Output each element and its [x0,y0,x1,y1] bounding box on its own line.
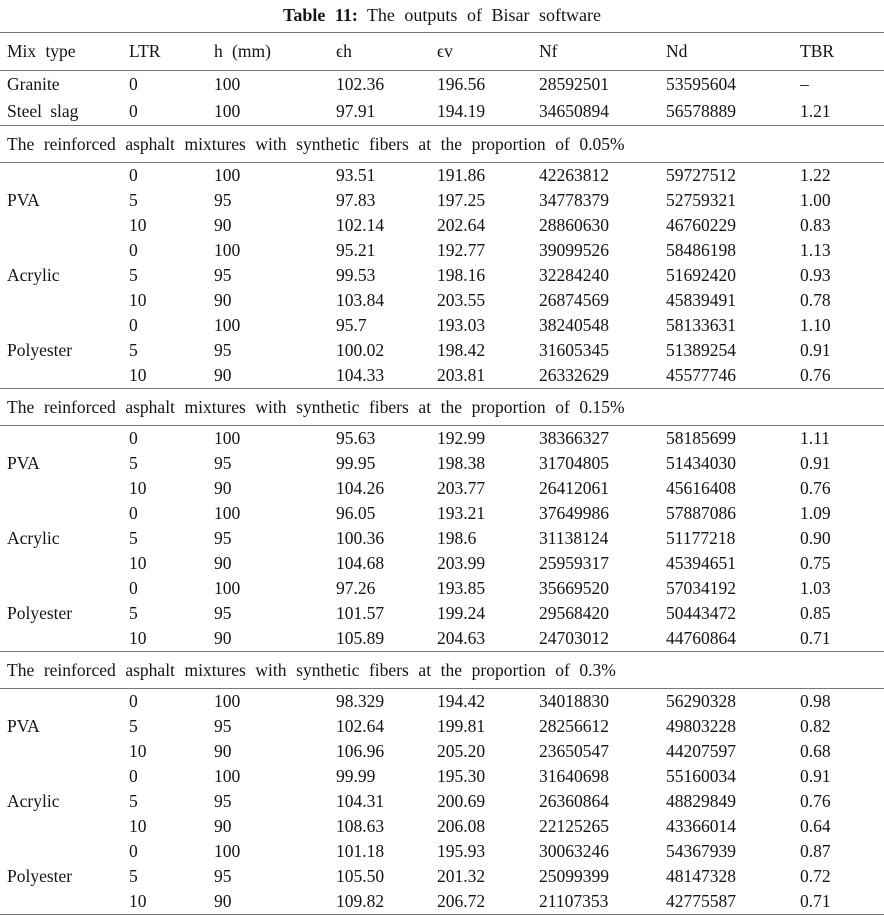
column-header-7: TBR [800,33,884,71]
value-cell: 90 [214,891,232,911]
value-cell: 198.38 [437,453,486,473]
value-cell: 23650547 [539,741,609,761]
value-cell: 199.24 [437,603,486,623]
table-row [0,714,884,739]
value-cell: 0 [129,74,138,94]
value-cell: 25099399 [539,866,609,886]
mix-type-cell [0,689,129,715]
mix-type-cell: Steel slag [7,101,79,121]
value-cell: 104.68 [336,553,385,573]
table-row [0,864,884,889]
value-cell: 99.53 [336,265,376,285]
table-row [0,238,884,263]
value-cell: 0 [129,503,138,523]
value-cell: 24703012 [539,628,609,648]
value-cell: 97.91 [336,101,376,121]
table-row [0,426,884,452]
value-cell: 93.51 [336,165,376,185]
table-row [0,213,884,238]
value-cell: 10 [129,365,147,385]
value-cell: 55160034 [666,766,736,786]
value-cell: 98.329 [336,691,385,711]
value-cell: 95.7 [336,315,367,335]
mix-type-cell [0,426,129,452]
table-row [0,263,884,288]
value-cell: 90 [214,365,232,385]
value-cell: 45839491 [666,290,736,310]
value-cell: 29568420 [539,603,609,623]
table-row [0,288,884,313]
value-cell: 26874569 [539,290,609,310]
table-row [0,739,884,764]
column-header-0: Mix type [0,33,129,71]
value-cell: 191.86 [437,165,486,185]
value-cell: 90 [214,553,232,573]
value-cell: 95 [214,866,232,886]
value-cell: 206.72 [437,891,486,911]
value-cell: 37649986 [539,503,609,523]
value-cell: 58486198 [666,240,736,260]
value-cell: 48147328 [666,866,736,886]
table-row [0,71,884,99]
value-cell: 104.33 [336,365,385,385]
mix-type-cell [0,363,129,389]
value-cell: 0.76 [800,478,831,498]
value-cell: 194.19 [437,101,486,121]
value-cell: 1.00 [800,190,831,210]
value-cell: 205.20 [437,741,486,761]
value-cell: 51389254 [666,340,736,360]
value-cell: 10 [129,215,147,235]
value-cell: 193.03 [437,315,486,335]
value-cell: 193.21 [437,503,486,523]
value-cell: 102.36 [336,74,385,94]
value-cell: 51692420 [666,265,736,285]
table-row [0,839,884,864]
value-cell: 5 [129,866,138,886]
value-cell: 10 [129,816,147,836]
value-cell: 99.95 [336,453,376,473]
value-cell: 95 [214,340,232,360]
value-cell: 1.10 [800,315,831,335]
value-cell: 1.03 [800,578,831,598]
value-cell: 0.72 [800,866,831,886]
value-cell: 26412061 [539,478,609,498]
value-cell: 5 [129,453,138,473]
value-cell: 203.81 [437,365,486,385]
value-cell: 101.57 [336,603,385,623]
value-cell: 30063246 [539,841,609,861]
table-row [0,601,884,626]
value-cell: 57034192 [666,578,736,598]
value-cell: 0.91 [800,340,831,360]
value-cell: 0.78 [800,290,831,310]
mix-type-cell: Acrylic [7,791,60,811]
value-cell: 1.22 [800,165,831,185]
value-cell: 1.09 [800,503,831,523]
value-cell: 0.76 [800,791,831,811]
value-cell: 100 [214,691,241,711]
mix-type-cell: Polyester [7,340,73,360]
mix-type-cell [0,739,129,764]
value-cell: 0 [129,766,138,786]
value-cell: 22125265 [539,816,609,836]
value-cell: 48829849 [666,791,736,811]
value-cell: 99.99 [336,766,376,786]
value-cell: 5 [129,528,138,548]
mix-type-cell: Granite [7,74,60,94]
value-cell: 0.90 [800,528,831,548]
value-cell: 108.63 [336,816,385,836]
value-cell: 53595604 [666,74,736,94]
value-cell: 100 [214,578,241,598]
value-cell: 95.63 [336,428,376,448]
value-cell: 95 [214,603,232,623]
value-cell: 0 [129,315,138,335]
value-cell: 1.13 [800,240,831,260]
mix-type-cell [0,501,129,526]
table-row [0,526,884,551]
value-cell: 198.16 [437,265,486,285]
value-cell: 35669520 [539,578,609,598]
table-caption-label: Table 11: [282,5,358,25]
value-cell: 10 [129,553,147,573]
mix-type-cell [0,288,129,313]
value-cell: 0.82 [800,716,831,736]
mix-type-cell [0,163,129,189]
value-cell: 39099526 [539,240,609,260]
table-row [0,626,884,652]
value-cell: 90 [214,628,232,648]
section-header-text: The reinforced asphalt mixtures with synthetic fibers at the proportion of 0.3% [0,652,884,689]
value-cell: 45616408 [666,478,736,498]
value-cell: 109.82 [336,891,385,911]
value-cell: 202.64 [437,215,486,235]
value-cell: 28592501 [539,74,609,94]
table-row [0,476,884,501]
value-cell: 90 [214,290,232,310]
value-cell: 105.89 [336,628,385,648]
value-cell: 0.75 [800,553,831,573]
value-cell: 5 [129,265,138,285]
value-cell: 90 [214,478,232,498]
value-cell: 100 [214,766,241,786]
value-cell: 0.93 [800,265,831,285]
mix-type-cell: Polyester [7,603,73,623]
value-cell: 50443472 [666,603,736,623]
value-cell: 97.26 [336,578,376,598]
value-cell: 96.05 [336,503,376,523]
value-cell: 0.98 [800,691,831,711]
mix-type-cell [0,814,129,839]
value-cell: 45394651 [666,553,736,573]
value-cell: 31640698 [539,766,609,786]
value-cell: 100.36 [336,528,385,548]
value-cell: 31138124 [539,528,609,548]
value-cell: 0.71 [800,891,831,911]
value-cell: 204.63 [437,628,486,648]
value-cell: 57887086 [666,503,736,523]
value-cell: 34778379 [539,190,609,210]
value-cell: 31704805 [539,453,609,473]
column-header-4: ϵv [437,33,539,71]
table-header [0,33,884,71]
value-cell: 38240548 [539,315,609,335]
table-row [0,338,884,363]
value-cell: 104.26 [336,478,385,498]
value-cell: 5 [129,190,138,210]
table-row [0,764,884,789]
mix-type-cell [0,576,129,601]
value-cell: 0 [129,165,138,185]
table-caption-text: The outputs of Bisar software [366,5,602,25]
value-cell: 44207597 [666,741,736,761]
value-cell: 10 [129,290,147,310]
mix-type-cell: PVA [7,716,40,736]
value-cell: 196.56 [437,74,486,94]
table-row [0,789,884,814]
value-cell: 1.21 [800,101,831,121]
value-cell: 0.85 [800,603,831,623]
mix-type-cell: Acrylic [7,265,60,285]
value-cell: 192.99 [437,428,486,448]
value-cell: 51434030 [666,453,736,473]
value-cell: 100 [214,503,241,523]
value-cell: 31605345 [539,340,609,360]
value-cell: 100 [214,315,241,335]
value-cell: 100 [214,165,241,185]
value-cell: 0.91 [800,766,831,786]
value-cell: 95 [214,528,232,548]
value-cell: 100 [214,841,241,861]
value-cell: 100 [214,74,241,94]
value-cell: 95 [214,791,232,811]
value-cell: 28860630 [539,215,609,235]
value-cell: 104.31 [336,791,385,811]
mix-type-cell [0,238,129,263]
value-cell: 51177218 [666,528,736,548]
value-cell: 193.85 [437,578,486,598]
value-cell: 195.30 [437,766,486,786]
value-cell: 200.69 [437,791,486,811]
table-row [0,689,884,715]
value-cell: 97.83 [336,190,376,210]
value-cell: 56290328 [666,691,736,711]
value-cell: 25959317 [539,553,609,573]
table-row [0,501,884,526]
value-cell: 201.32 [437,866,486,886]
value-cell: 102.64 [336,716,385,736]
value-cell: 197.25 [437,190,486,210]
value-cell: 90 [214,741,232,761]
mix-type-cell: PVA [7,453,40,473]
table-row [0,889,884,915]
column-header-6: Nd [666,33,800,71]
column-header-5: Nf [539,33,666,71]
mix-type-cell [0,764,129,789]
mix-type-cell [0,551,129,576]
value-cell: 206.08 [437,816,486,836]
value-cell: 34018830 [539,691,609,711]
value-cell: 0.83 [800,215,831,235]
value-cell: 44760864 [666,628,736,648]
section-header-text: The reinforced asphalt mixtures with synthetic fibers at the proportion of 0.15% [0,389,884,426]
value-cell: – [800,74,809,94]
value-cell: 192.77 [437,240,486,260]
table-body [0,71,884,915]
value-cell: 10 [129,741,147,761]
table-row [0,313,884,338]
value-cell: 0.64 [800,816,831,836]
value-cell: 198.42 [437,340,486,360]
table-row [0,188,884,213]
value-cell: 32284240 [539,265,609,285]
mix-type-cell: Acrylic [7,528,60,548]
value-cell: 0 [129,101,138,121]
column-header-3: ϵh [336,33,437,71]
value-cell: 0.91 [800,453,831,473]
value-cell: 105.50 [336,866,385,886]
mix-type-cell: PVA [7,190,40,210]
value-cell: 203.55 [437,290,486,310]
value-cell: 10 [129,891,147,911]
value-cell: 203.77 [437,478,486,498]
value-cell: 95 [214,265,232,285]
value-cell: 42775587 [666,891,736,911]
value-cell: 106.96 [336,741,385,761]
value-cell: 10 [129,478,147,498]
value-cell: 52759321 [666,190,736,210]
value-cell: 95 [214,190,232,210]
mix-type-cell [0,839,129,864]
value-cell: 26332629 [539,365,609,385]
value-cell: 0.76 [800,365,831,385]
value-cell: 198.6 [437,528,477,548]
value-cell: 0 [129,841,138,861]
section-header-row-2 [0,652,884,689]
value-cell: 49803228 [666,716,736,736]
value-cell: 102.14 [336,215,385,235]
value-cell: 0.68 [800,741,831,761]
value-cell: 58185699 [666,428,736,448]
value-cell: 42263812 [539,165,609,185]
mix-type-cell [0,889,129,915]
value-cell: 45577746 [666,365,736,385]
value-cell: 95.21 [336,240,376,260]
mix-type-cell: Polyester [7,866,73,886]
mix-type-cell [0,476,129,501]
column-header-2: h (mm) [214,33,336,71]
table-header-row [0,33,884,71]
table-row [0,576,884,601]
table-row [0,814,884,839]
value-cell: 0.71 [800,628,831,648]
value-cell: 34650894 [539,101,609,121]
value-cell: 56578889 [666,101,736,121]
section-header-row-1 [0,389,884,426]
value-cell: 10 [129,628,147,648]
table-row [0,163,884,189]
table-caption [0,0,884,32]
value-cell: 5 [129,791,138,811]
value-cell: 100.02 [336,340,385,360]
value-cell: 95 [214,716,232,736]
table-row [0,363,884,389]
value-cell: 54367939 [666,841,736,861]
value-cell: 28256612 [539,716,609,736]
value-cell: 5 [129,340,138,360]
value-cell: 1.11 [800,428,830,448]
value-cell: 21107353 [539,891,609,911]
column-header-1: LTR [129,33,214,71]
value-cell: 59727512 [666,165,736,185]
mix-type-cell [0,313,129,338]
value-cell: 38366327 [539,428,609,448]
value-cell: 203.99 [437,553,486,573]
value-cell: 103.84 [336,290,385,310]
value-cell: 5 [129,716,138,736]
table-row [0,551,884,576]
value-cell: 0.87 [800,841,831,861]
value-cell: 90 [214,816,232,836]
bisar-outputs-table [0,32,884,915]
mix-type-cell [0,626,129,652]
value-cell: 26360864 [539,791,609,811]
value-cell: 100 [214,240,241,260]
value-cell: 194.42 [437,691,486,711]
value-cell: 58133631 [666,315,736,335]
section-header-text: The reinforced asphalt mixtures with synthetic fibers at the proportion of 0.05% [0,126,884,163]
value-cell: 199.81 [437,716,486,736]
value-cell: 46760229 [666,215,736,235]
value-cell: 100 [214,428,241,448]
value-cell: 43366014 [666,816,736,836]
value-cell: 101.18 [336,841,385,861]
table-row [0,98,884,126]
value-cell: 0 [129,428,138,448]
value-cell: 0 [129,691,138,711]
value-cell: 195.93 [437,841,486,861]
section-header-row-0 [0,126,884,163]
table-row [0,451,884,476]
value-cell: 0 [129,240,138,260]
value-cell: 90 [214,215,232,235]
value-cell: 0 [129,578,138,598]
value-cell: 5 [129,603,138,623]
value-cell: 95 [214,453,232,473]
value-cell: 100 [214,101,241,121]
mix-type-cell [0,213,129,238]
